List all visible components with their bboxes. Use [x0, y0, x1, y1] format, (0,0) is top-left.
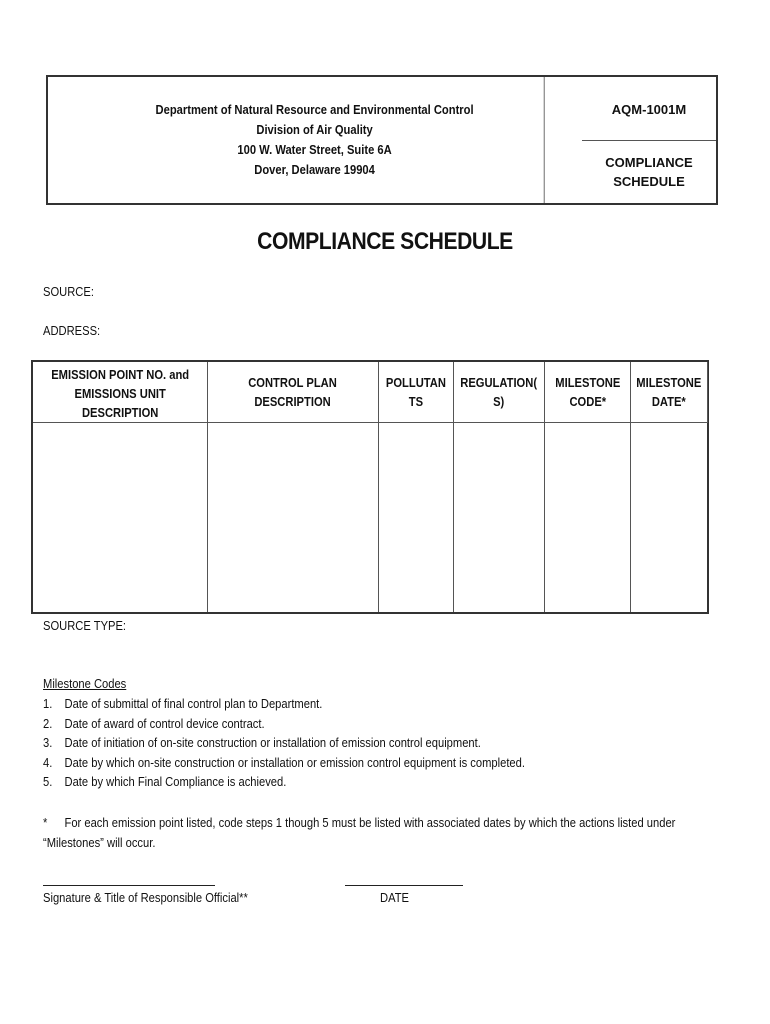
- column-header-milestone-code: [545, 362, 631, 423]
- column-header-milestone-date: [631, 362, 708, 423]
- item-number: 2.: [43, 715, 53, 731]
- agency-line: 100 W. Water Street, Suite 6A: [237, 142, 392, 157]
- source-type-label: SOURCE TYPE:: [43, 618, 127, 633]
- item-text: Date of initiation of on-site construction or installation of emission control equipment.: [64, 735, 481, 750]
- agency-block: [85, 77, 544, 203]
- agency-line: Dover, Delaware 19904: [254, 162, 375, 177]
- header-text: TS: [408, 394, 424, 409]
- footnote-text: For each emission point listed, code steps 1 though 5 must be listed with associated dates by which the actions listed under: [64, 815, 676, 830]
- item-text: Date by which on-site construction or installation or emission control equipment is completed.: [64, 754, 525, 770]
- header-text: DESCRIPTION: [254, 394, 332, 409]
- signature-line[interactable]: [43, 885, 215, 886]
- header-text: EMISSIONS UNIT: [74, 386, 166, 401]
- form-id-block: [582, 77, 716, 203]
- header-text: CONTROL PLAN: [248, 375, 338, 390]
- header-text: S): [493, 394, 505, 409]
- item-number: 3.: [43, 735, 53, 750]
- agency-line: Division of Air Quality: [256, 122, 373, 137]
- source-label: SOURCE:: [43, 284, 94, 299]
- agency-line: Department of Natural Resource and Environmental Control: [155, 102, 474, 117]
- form-header: [46, 75, 718, 205]
- table-cell-emission-point[interactable]: [33, 423, 208, 612]
- list-item: [43, 714, 525, 734]
- column-header-regulations: [454, 362, 545, 423]
- schedule-table: [31, 360, 709, 614]
- header-text: CODE*: [569, 394, 606, 409]
- item-number: 4.: [43, 754, 53, 770]
- item-text: Date of submittal of final control plan to Department.: [64, 696, 323, 711]
- header-text: REGULATION(: [460, 375, 538, 390]
- list-item: [43, 733, 525, 753]
- header-text: MILESTONE: [554, 375, 621, 390]
- footnote-line: “Milestones” will occur.: [43, 835, 156, 850]
- milestone-codes-title: Milestone Codes: [43, 676, 127, 691]
- milestone-codes-list: [43, 694, 603, 792]
- column-header-emission-point: [33, 362, 208, 423]
- header-text: POLLUTAN: [385, 375, 447, 390]
- footnote-marker: *: [43, 815, 48, 830]
- page-title: COMPLIANCE SCHEDULE: [257, 228, 513, 255]
- header-text: DESCRIPTION: [81, 405, 159, 420]
- form-type-line: COMPLIANCE: [605, 155, 693, 170]
- form-code: AQM-1001M: [582, 77, 716, 141]
- header-text: EMISSION POINT NO. and: [51, 367, 189, 382]
- form-type: [582, 141, 716, 203]
- list-item: [43, 772, 525, 792]
- list-item: [43, 694, 525, 714]
- table-cell-regulations[interactable]: [454, 423, 545, 612]
- date-line[interactable]: [345, 885, 463, 886]
- form-type-line: SCHEDULE: [613, 174, 685, 189]
- table-cell-pollutants[interactable]: [379, 423, 454, 612]
- header-text: DATE*: [651, 394, 686, 409]
- item-text: Date by which Final Compliance is achieved.: [64, 774, 287, 789]
- footnote-line: [43, 813, 679, 833]
- column-header-control-plan: [208, 362, 379, 423]
- item-number: 1.: [43, 696, 53, 711]
- table-cell-milestone-code[interactable]: [545, 423, 631, 612]
- header-text: MILESTONE: [636, 375, 702, 390]
- item-number: 5.: [43, 774, 53, 789]
- address-label: ADDRESS:: [43, 323, 101, 338]
- footnote: [43, 813, 679, 853]
- item-text: Date of award of control device contract.: [64, 715, 265, 731]
- list-item: [43, 753, 525, 773]
- signature-label: Signature & Title of Responsible Official**: [43, 890, 248, 905]
- table-cell-milestone-date[interactable]: [631, 423, 708, 612]
- table-cell-control-plan[interactable]: [208, 423, 379, 612]
- date-label: DATE: [380, 890, 409, 905]
- column-header-pollutants: [379, 362, 454, 423]
